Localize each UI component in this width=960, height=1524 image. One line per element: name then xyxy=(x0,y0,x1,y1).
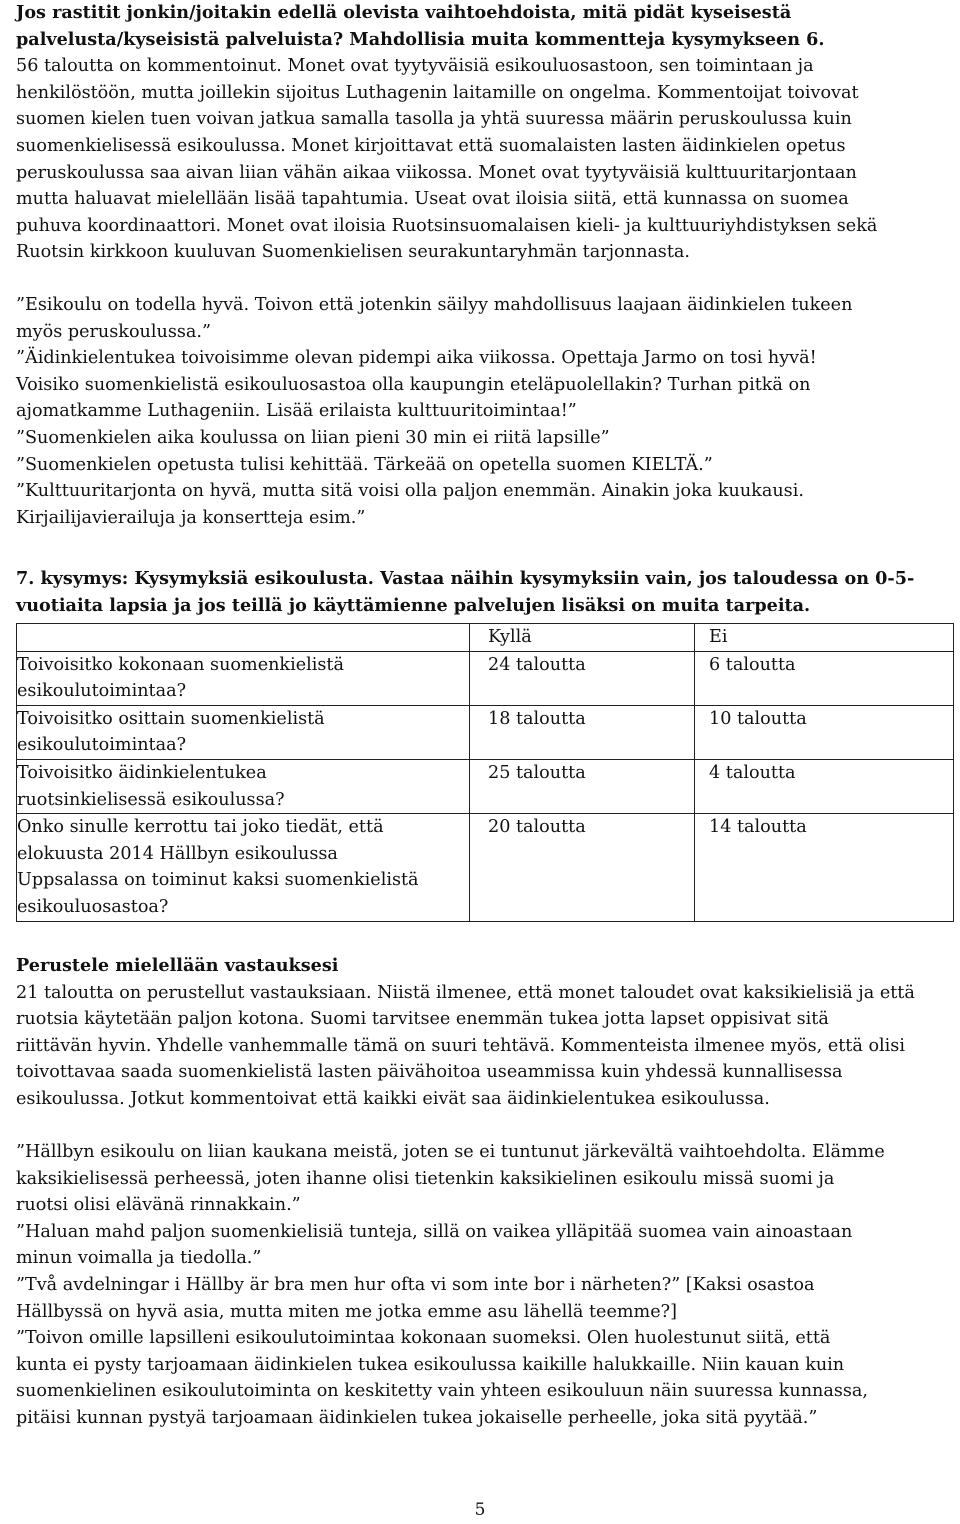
paragraph-line: 21 taloutta on perustellut vastauksiaan. Niistä ilmenee, että monet taloudet ovat kaksikielisiä ja että xyxy=(16,982,915,1003)
quote-line: minun voimalla ja tiedolla.” xyxy=(16,1248,262,1269)
quote-line: suomenkielinen esikoulutoiminta on keskitetty vain yhteen esikouluun näin suuressa kunnassa, xyxy=(16,1381,868,1402)
header-no-cell: Ei xyxy=(695,624,954,652)
question-cell xyxy=(17,705,470,759)
quote-line: ”Äidinkielentukea toivoisimme olevan pidempi aika viikossa. Opettaja Jarmo on tosi hyvä! xyxy=(16,348,817,369)
page-number: 5 xyxy=(474,1500,486,1520)
quote-line: pitäisi kunnan pystyä tarjoamaan äidinkielen tukea jokaiselle perheelle, joka sitä pyytää.” xyxy=(16,1407,818,1428)
quote-line: myös peruskoulussa.” xyxy=(16,321,211,342)
question-cell xyxy=(17,651,470,705)
question-6-heading-line: palvelusta/kyseisistä palveluista? Mahdollisia muita kommentteja kysymykseen 6. xyxy=(16,28,825,50)
paragraph-line: suomenkielisessä esikoulussa. Monet kirjoittavat että suomalaisten lasten äidinkielen opetus xyxy=(16,135,846,156)
question-text-line: Toivoisitko kokonaan suomenkielistä xyxy=(17,654,344,675)
question-text-line: Uppsalassa on toiminut kaksi suomenkielistä xyxy=(17,870,419,891)
quote-line: ruotsi olisi elävänä rinnakkain.” xyxy=(16,1195,301,1216)
no-count-cell: 10 taloutta xyxy=(695,705,954,759)
table-row xyxy=(17,705,954,759)
question-7-heading-line: 7. kysymys: Kysymyksiä esikoulusta. Vastaa näihin kysymyksiin vain, jos taloudessa on 0-5- xyxy=(16,568,915,589)
quote-line: ”Suomenkielen opetusta tulisi kehittää. Tärkeää on opetella suomen KIELTÄ.” xyxy=(16,454,713,475)
paragraph-line: suomen kielen tuen voivan jatkua samalla tasolla ja yhtä suuressa määrin peruskoulussa kuin xyxy=(16,109,852,130)
quotes-section-7 xyxy=(16,1139,954,1432)
yes-count-cell: 18 taloutta xyxy=(470,705,695,759)
paragraph-line: Ruotsin kirkkoon kuuluvan Suomenkielisen seurakuntaryhmän tarjonnasta. xyxy=(16,242,690,263)
table-header-row xyxy=(17,624,954,652)
quote-line: ”Haluan mahd paljon suomenkielisiä tunteja, sillä on vaikea ylläpitää suomea vain ainoastaan xyxy=(16,1221,853,1242)
paragraph-line: ruotsia käytetään paljon kotona. Suomi tarvitsee enemmän tukea jotta lapset oppisivat sitä xyxy=(16,1009,829,1030)
survey-table xyxy=(16,623,954,922)
yes-count-cell: 20 taloutta xyxy=(470,814,695,921)
table-row xyxy=(17,759,954,813)
question-text-line: elokuusta 2014 Hällbyn esikoulussa xyxy=(17,843,338,864)
question-cell xyxy=(17,759,470,813)
header-question-cell xyxy=(17,624,470,652)
quote-line: Voisiko suomenkielistä esikouluosastoa olla kaupungin eteläpuolellakin? Turhan pitkä on xyxy=(16,374,811,395)
table-row xyxy=(17,814,954,921)
no-count-cell: 14 taloutta xyxy=(695,814,954,921)
paragraph-line: peruskoulussa saa aivan liian vähän aikaa viikossa. Monet ovat tyytyväisiä kulttuuritarjontaan xyxy=(16,162,857,183)
quote-line: ”Suomenkielen aika koulussa on liian pieni 30 min ei riitä lapsille” xyxy=(16,427,610,448)
quotes-section-6 xyxy=(16,292,954,531)
quote-line: ”Kulttuuritarjonta on hyvä, mutta sitä voisi olla paljon enemmän. Ainakin joka kuukausi. xyxy=(16,481,804,502)
question-text-line: esikoulutoimintaa? xyxy=(17,681,187,702)
section-6 xyxy=(16,0,954,266)
quote-line: Kirjailijavierailuja ja konsertteja esim.” xyxy=(16,507,366,528)
quote-line: ajomatkamme Luthageniin. Lisää erilaista kulttuuritoimintaa!” xyxy=(16,401,577,422)
quote-line: ”Toivon omille lapsilleni esikoulutoimintaa kokonaan suomeksi. Olen huolestunut siitä, että xyxy=(16,1328,831,1349)
paragraph-line: mutta haluavat mielellään lisää tapahtumia. Useat ovat iloisia siitä, että kunnassa on suomea xyxy=(16,189,849,210)
no-count-cell: 6 taloutta xyxy=(695,651,954,705)
yes-count-cell: 25 taloutta xyxy=(470,759,695,813)
paragraph-line: puhuva koordinaattori. Monet ovat iloisia Ruotsinsuomalaisen kieli- ja kulttuuriyhdistyksen sekä xyxy=(16,215,878,236)
justification-heading: Perustele mielellään vastauksesi xyxy=(16,955,339,976)
justification-section xyxy=(16,953,954,1113)
quote-line: ”Två avdelningar i Hällby är bra men hur ofta vi som inte bor i närheten?” [Kaksi osastoa xyxy=(16,1274,815,1295)
header-yes-cell: Kyllä xyxy=(470,624,695,652)
quote-line: kaksikielisessä perheessä, joten ihanne olisi tietenkin kaksikielinen esikoulu missä suomi ja xyxy=(16,1168,835,1189)
paragraph-line: toivottavaa saada suomenkielistä lasten päivähoitoa useammissa kuin yhdessä kunnallisessa xyxy=(16,1062,843,1083)
paragraph-line: henkilöstöön, mutta joillekin sijoitus Luthagenin laitamille on ongelma. Kommentoijat toivovat xyxy=(16,82,859,103)
paragraph-line: 56 taloutta on kommentoinut. Monet ovat tyytyväisiä esikouluosastoon, sen toimintaan ja xyxy=(16,56,814,77)
question-cell xyxy=(17,814,470,921)
table-row xyxy=(17,651,954,705)
question-text-line: Toivoisitko äidinkielentukea xyxy=(17,762,267,783)
question-text-line: Toivoisitko osittain suomenkielistä xyxy=(17,708,325,729)
paragraph-line: esikoulussa. Jotkut kommentoivat että kaikki eivät saa äidinkielentukea esikoulussa. xyxy=(16,1088,770,1109)
question-7-heading-line: vuotiaita lapsia ja jos teillä jo käyttämienne palvelujen lisäksi on muita tarpeita. xyxy=(16,594,811,616)
quote-line: ”Hällbyn esikoulu on liian kaukana meistä, joten se ei tuntunut järkevältä vaihtoehdolta. Elämme xyxy=(16,1142,885,1162)
question-text-line: ruotsinkielisessä esikoulussa? xyxy=(17,789,285,810)
question-text-line: esikouluosastoa? xyxy=(17,896,169,917)
paragraph-line: riittävän hyvin. Yhdelle vanhemmalle tämä on suuri tehtävä. Kommenteista ilmenee myös, että olisi xyxy=(16,1035,905,1056)
yes-count-cell: 24 taloutta xyxy=(470,651,695,705)
question-text-line: esikoulutoimintaa? xyxy=(17,735,187,756)
question-text-line: Onko sinulle kerrottu tai joko tiedät, että xyxy=(17,817,384,838)
question-6-heading-line: Jos rastitit jonkin/joitakin edellä olevista vaihtoehdoista, mitä pidät kyseisestä xyxy=(16,2,792,23)
no-count-cell: 4 taloutta xyxy=(695,759,954,813)
section-7-heading xyxy=(16,566,954,619)
quote-line: ”Esikoulu on todella hyvä. Toivon että jotenkin säilyy mahdollisuus laajaan äidinkielen tukeen xyxy=(16,295,853,315)
quote-line: Hällbyssä on hyvä asia, mutta miten me jotka emme asu lähellä teemme?] xyxy=(16,1301,677,1322)
quote-line: kunta ei pysty tarjoamaan äidinkielen tukea esikoulussa kaikille halukkaille. Niin kauan kuin xyxy=(16,1354,845,1375)
